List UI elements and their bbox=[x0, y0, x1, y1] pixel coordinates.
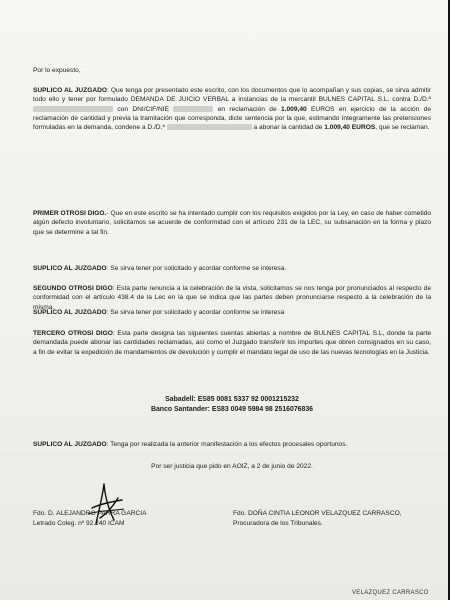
redacted-name bbox=[167, 124, 252, 130]
amount: 1.009,40 EUROS bbox=[324, 124, 376, 132]
suplico-heading: SUPLICO AL JUZGADO bbox=[33, 309, 107, 316]
paragraph-primer-otrosi bbox=[33, 209, 431, 237]
account-santander: Banco Santander: ES83 0049 5984 98 2516076836 bbox=[150, 406, 314, 413]
otrosi-heading: SEGUNDO OTROSI DIGO bbox=[33, 285, 113, 292]
paragraph-text: en reclamación de bbox=[213, 105, 281, 113]
procurator-name: Fdo. DOÑA CINTIA LEONOR VELAZQUEZ CARRASCO, bbox=[233, 510, 402, 517]
amount: 1.009,40 bbox=[281, 105, 307, 113]
signature-procurator bbox=[233, 509, 423, 529]
stamp-text: VELAZQUEZ CARRASCO bbox=[352, 590, 429, 596]
lawyer-registration: Letrado Coleg. nº 92.240 ICAM bbox=[33, 520, 125, 527]
paragraph-suplico-2 bbox=[33, 264, 431, 273]
paragraph-text: : Esta parte designa las siguientes cuentas abiertas a nombre de BULNES CAPITAL S.L, donde la parte demandada puede abonar las cantidades reclamadas, así como el Juzgado transferir los importes que obren consignados en su caso, a fin de evitar la expedición de mandamientos de devolución y cumplir el mandato legal de uso de las nuevas tecnologías en la Justicia. bbox=[33, 330, 432, 356]
paragraph-text: : Se sirva tener por solicitado y acordar conforme se interesa bbox=[106, 309, 285, 316]
paragraph-text: : Que tenga por presentado este escrito, con los documentos que lo acompañan y sus copias, se sirva admitir todo ello y tener por formulado DEMANDA DE JUICIO VERBAL a instancias de la mercantil BULNES CAPITAL S.L. contra D./D.ª bbox=[33, 87, 431, 104]
paragraph-text: : Esta parte renuncia a la celebración de la vista, solicitamos se nos tenga por pronunciados al respecto de conformidad con el artículo 438.4 de la Lec en la que se indica que las partes deben pronunciarse respecto a la celebración de la misma. bbox=[33, 285, 431, 311]
account-sabadell: Sabadell: ES85 0081 5337 92 0001215232 bbox=[165, 396, 299, 403]
paragraph-text: : Se sirva tener por solicitado y acordar conforme se interesa. bbox=[106, 265, 287, 272]
lawyer-name: Fdo. D. ALEJANDRO PARRA GARCIA bbox=[33, 510, 147, 517]
otrosi-heading: TERCERO OTROSI DIGO bbox=[33, 330, 113, 337]
redacted-id bbox=[173, 106, 213, 112]
suplico-heading: SUPLICO AL JUZGADO bbox=[33, 265, 107, 272]
bank-accounts bbox=[33, 395, 431, 415]
paragraph-text: a abonar la cantidad de bbox=[251, 124, 325, 132]
paragraph-text: : Tenga por realizada la anterior manifestación a los efectos procesales oportunos. bbox=[106, 441, 348, 448]
paragraph-text: con DNI/CIF/NIE bbox=[113, 105, 174, 113]
closing-line: Por ser justicia que pido en AOIZ, a 2 de junio de 2022. bbox=[151, 463, 313, 470]
signature-lawyer bbox=[33, 509, 203, 529]
paragraph-tercero-otrosi bbox=[33, 329, 431, 357]
paragraph-suplico-4 bbox=[33, 440, 431, 449]
paragraph-text: , que se reclaman. bbox=[375, 124, 430, 132]
suplico-heading: SUPLICO AL JUZGADO bbox=[33, 441, 107, 448]
suplico-heading: SUPLICO AL JUZGADO bbox=[33, 87, 107, 94]
redacted-name bbox=[33, 106, 113, 112]
paragraph-suplico-1 bbox=[33, 86, 431, 132]
otrosi-heading: PRIMER OTROSI DIGO. bbox=[33, 210, 107, 217]
paragraph-suplico-3 bbox=[33, 308, 431, 317]
paragraph-text: EUROS en ejercicio de la acción de reclamación de cantidad y previa la tramitación que corresponda, dicte sentencia por la que, estimando íntegramente las pretensiones formuladas en la demanda, condene a D./D.ª bbox=[33, 105, 432, 132]
procurator-title: Procuradora de los Tribunales. bbox=[233, 520, 323, 527]
intro-line: Por lo expuesto, bbox=[33, 67, 81, 74]
paragraph-text: - Que en este escrito se ha intentado cumplir con los requisitos exigidos por la Ley, en caso de haber cometido algún defecto involuntario, solicitamos se acuerde de conformidad con el artículo 231 de la LEC, su subsanación en la forma y plazo que se determine a tal fin. bbox=[33, 210, 431, 236]
